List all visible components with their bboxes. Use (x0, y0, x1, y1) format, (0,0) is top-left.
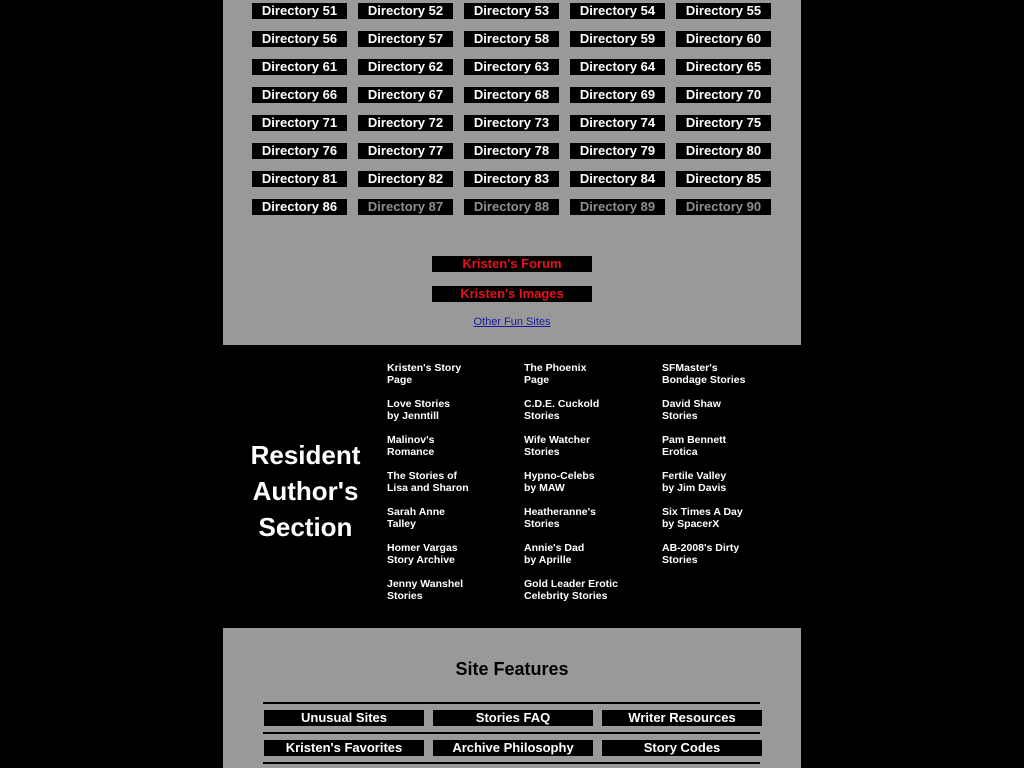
directory-link-72[interactable]: Directory 72 (358, 115, 453, 131)
author-link-line: Stories (387, 590, 423, 602)
directory-link-55[interactable]: Directory 55 (676, 3, 771, 19)
author-link-line: by SpacerX (662, 518, 720, 530)
author-link-line: Fertile Valley (662, 470, 727, 482)
directory-link-67[interactable]: Directory 67 (358, 87, 453, 103)
directory-link-56[interactable]: Directory 56 (252, 31, 347, 47)
divider (263, 762, 760, 764)
author-link-line: Lisa and Sharon (387, 482, 469, 494)
author-column-1 (387, 362, 517, 614)
author-link-heatheranne-s-stories[interactable] (524, 506, 654, 542)
author-link-sfmaster-s-bondage-stories[interactable] (662, 362, 792, 398)
directory-link-61[interactable]: Directory 61 (252, 59, 347, 75)
unusual-sites-button[interactable]: Unusual Sites (264, 710, 424, 726)
directory-link-82[interactable]: Directory 82 (358, 171, 453, 187)
author-link-kristen-s-story-page[interactable] (387, 362, 517, 398)
author-link-line: Kristen's Story (387, 362, 462, 374)
directory-link-66[interactable]: Directory 66 (252, 87, 347, 103)
author-link-line: Page (387, 374, 413, 386)
author-link-line: Malinov's (387, 434, 435, 446)
site-features-panel (223, 628, 801, 768)
directory-panel (223, 0, 801, 345)
author-link-six-times-a-day-by-spacerx[interactable] (662, 506, 792, 542)
directory-grid (252, 3, 771, 215)
directory-link-54[interactable]: Directory 54 (570, 3, 665, 19)
archive-philosophy-button[interactable]: Archive Philosophy (433, 740, 593, 756)
author-link-line: Gold Leader Erotic (524, 578, 618, 590)
kristen-s-favorites-button[interactable]: Kristen's Favorites (264, 740, 424, 756)
directory-link-85[interactable]: Directory 85 (676, 171, 771, 187)
directory-link-79[interactable]: Directory 79 (570, 143, 665, 159)
author-link-line: Heatheranne's (524, 506, 596, 518)
author-link-line: Wife Watcher (524, 434, 591, 446)
author-link-line: Love Stories (387, 398, 451, 410)
author-heading-line: Section (258, 512, 353, 542)
author-link-line: Stories (524, 446, 560, 458)
author-link-hypno-celebs-by-maw[interactable] (524, 470, 654, 506)
directory-link-75[interactable]: Directory 75 (676, 115, 771, 131)
story-codes-button[interactable]: Story Codes (602, 740, 762, 756)
author-link-line: by Aprille (524, 554, 572, 566)
author-link-line: The Phoenix (524, 362, 587, 374)
directory-link-59[interactable]: Directory 59 (570, 31, 665, 47)
author-link-line: Bondage Stories (662, 374, 746, 386)
author-link-line: Page (524, 374, 550, 386)
author-link-david-shaw-stories[interactable] (662, 398, 792, 434)
directory-link-73[interactable]: Directory 73 (464, 115, 559, 131)
author-link-line: SFMaster's (662, 362, 718, 374)
kristens-forum-link[interactable]: Kristen's Forum (432, 256, 592, 272)
divider (263, 702, 760, 704)
author-column-3 (662, 362, 792, 578)
author-link-gold-leader-erotic-celebrity-stories[interactable] (524, 578, 654, 614)
author-link-annie-s-dad-by-aprille[interactable] (524, 542, 654, 578)
directory-link-80[interactable]: Directory 80 (676, 143, 771, 159)
directory-link-71[interactable]: Directory 71 (252, 115, 347, 131)
directory-link-57[interactable]: Directory 57 (358, 31, 453, 47)
directory-link-77[interactable]: Directory 77 (358, 143, 453, 159)
directory-link-87[interactable]: Directory 87 (358, 199, 453, 215)
author-link-line: Pam Bennett (662, 434, 727, 446)
directory-link-78[interactable]: Directory 78 (464, 143, 559, 159)
author-link-line: Stories (524, 518, 560, 530)
author-link-line: Stories (662, 554, 698, 566)
other-fun-sites-link[interactable]: Other Fun Sites (473, 316, 551, 328)
author-link-the-stories-of-lisa-and-sharon[interactable] (387, 470, 517, 506)
directory-link-62[interactable]: Directory 62 (358, 59, 453, 75)
author-link-c-d-e-cuckold-stories[interactable] (524, 398, 654, 434)
author-link-homer-vargas-story-archive[interactable] (387, 542, 517, 578)
directory-link-70[interactable]: Directory 70 (676, 87, 771, 103)
directory-link-51[interactable]: Directory 51 (252, 3, 347, 19)
author-link-line: The Stories of (387, 470, 458, 482)
directory-link-58[interactable]: Directory 58 (464, 31, 559, 47)
features-row-2 (264, 740, 762, 756)
author-link-sarah-anne-talley[interactable] (387, 506, 517, 542)
author-link-line: Romance (387, 446, 435, 458)
author-link-fertile-valley-by-jim-davis[interactable] (662, 470, 792, 506)
author-link-line: Talley (387, 518, 416, 530)
directory-link-86[interactable]: Directory 86 (252, 199, 347, 215)
resident-author-section (223, 345, 801, 628)
author-link-line: Story Archive (387, 554, 455, 566)
author-link-line: AB-2008's Dirty (662, 542, 740, 554)
author-link-love-stories-by-jenntill[interactable] (387, 398, 517, 434)
directory-link-60[interactable]: Directory 60 (676, 31, 771, 47)
directory-link-64[interactable]: Directory 64 (570, 59, 665, 75)
author-link-line: Jenny Wanshel (387, 578, 464, 590)
author-link-line: Six Times A Day (662, 506, 743, 518)
divider (263, 732, 760, 734)
directory-link-76[interactable]: Directory 76 (252, 143, 347, 159)
author-link-pam-bennett-erotica[interactable] (662, 434, 792, 470)
author-link-line: Stories (524, 410, 560, 422)
author-link-line: Hypno-Celebs (524, 470, 595, 482)
author-link-line: Sarah Anne (387, 506, 445, 518)
directory-link-53[interactable]: Directory 53 (464, 3, 559, 19)
author-heading-line: Resident (250, 440, 361, 470)
author-link-line: by Jenntill (387, 410, 439, 422)
author-link-line: Annie's Dad (524, 542, 585, 554)
author-link-ab-2008-s-dirty-stories[interactable] (662, 542, 792, 578)
directory-link-74[interactable]: Directory 74 (570, 115, 665, 131)
page-column (223, 0, 801, 768)
author-link-line: Homer Vargas (387, 542, 458, 554)
author-link-line: Celebrity Stories (524, 590, 608, 602)
author-link-malinov-s-romance[interactable] (387, 434, 517, 470)
directory-link-90[interactable]: Directory 90 (676, 199, 771, 215)
directory-link-84[interactable]: Directory 84 (570, 171, 665, 187)
author-link-line: Stories (662, 410, 698, 422)
stories-faq-button[interactable]: Stories FAQ (433, 710, 593, 726)
directory-link-69[interactable]: Directory 69 (570, 87, 665, 103)
writer-resources-button[interactable]: Writer Resources (602, 710, 762, 726)
features-row-1 (264, 710, 762, 726)
other-fun-sites-row (223, 316, 801, 328)
author-link-line: by Jim Davis (662, 482, 727, 494)
author-link-jenny-wanshel-stories[interactable] (387, 578, 517, 614)
author-heading-line: Author's (252, 476, 359, 506)
author-link-line: C.D.E. Cuckold (524, 398, 600, 410)
directory-link-83[interactable]: Directory 83 (464, 171, 559, 187)
author-link-wife-watcher-stories[interactable] (524, 434, 654, 470)
directory-link-65[interactable]: Directory 65 (676, 59, 771, 75)
author-link-line: by MAW (524, 482, 565, 494)
site-features-title: Site Features (455, 659, 569, 679)
kristens-images-link[interactable]: Kristen's Images (432, 286, 592, 302)
directory-link-63[interactable]: Directory 63 (464, 59, 559, 75)
author-link-line: Erotica (662, 446, 698, 458)
directory-link-52[interactable]: Directory 52 (358, 3, 453, 19)
author-link-the-phoenix-page[interactable] (524, 362, 654, 398)
author-link-line: David Shaw (662, 398, 721, 410)
directory-link-89[interactable]: Directory 89 (570, 199, 665, 215)
author-column-2 (524, 362, 654, 614)
directory-link-68[interactable]: Directory 68 (464, 87, 559, 103)
directory-link-88[interactable]: Directory 88 (464, 199, 559, 215)
directory-link-81[interactable]: Directory 81 (252, 171, 347, 187)
author-section-heading (233, 437, 378, 545)
